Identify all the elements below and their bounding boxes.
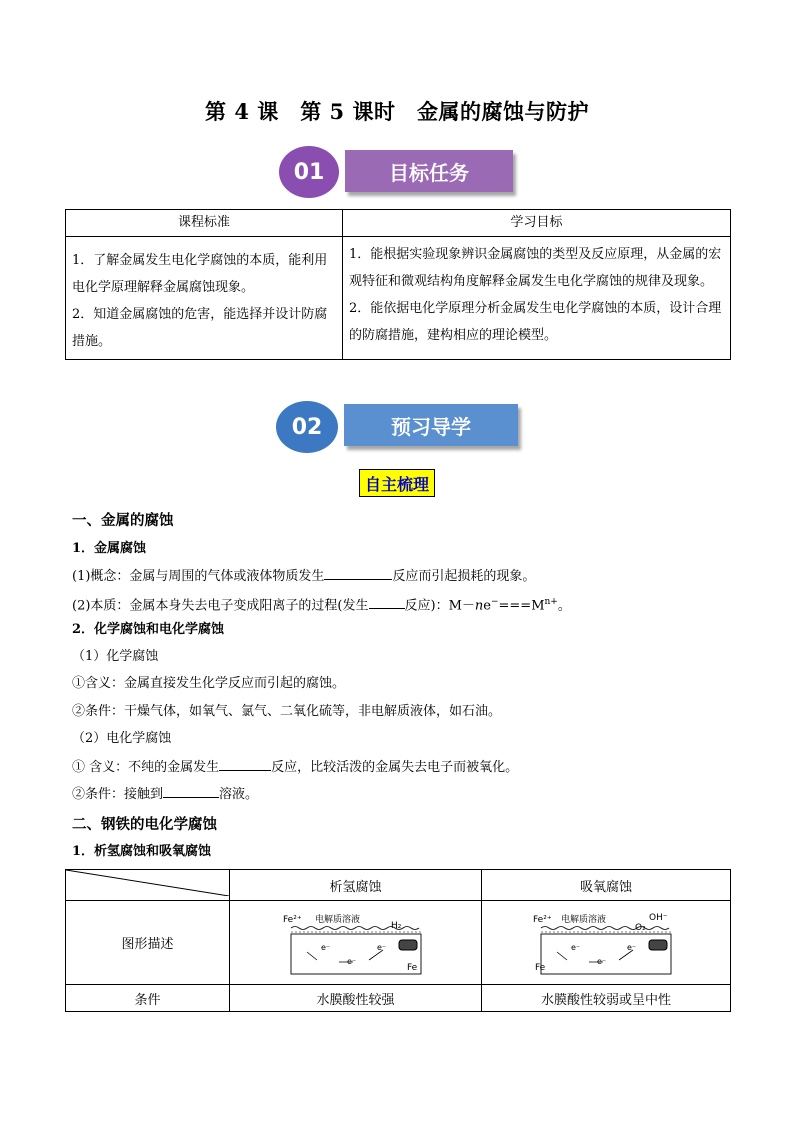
electron-label-3: e⁻: [627, 942, 637, 952]
diagonal-line: [66, 870, 229, 896]
standard-2: 2．知道金属腐蚀的危害，能选择并设计防腐措施。: [72, 307, 328, 349]
carbon-particle: [649, 940, 667, 950]
solution-label: 电解质溶液: [314, 914, 360, 925]
h2-label: H₂: [390, 920, 401, 931]
standards-cell: [66, 237, 343, 360]
subheading-metal-corrosion: 1．金属腐蚀: [72, 541, 147, 556]
electro-meaning: ① 含义：不纯的金属发生 反应，比较活泼的金属失去电子而被氧化。: [72, 757, 518, 777]
fe2-label: Fe²⁺: [282, 914, 302, 925]
heading-steel-corrosion: 二、钢铁的电化学腐蚀: [72, 816, 217, 833]
section-01-label: 目标任务: [389, 160, 469, 185]
hydrogen-condition: 水膜酸性较强: [230, 985, 482, 1012]
chemical-corrosion-heading: （1）化学腐蚀: [72, 649, 159, 664]
o2-label: O₂: [635, 922, 646, 933]
hydrogen-diagram-cell: [230, 901, 482, 985]
oxygen-diagram-cell: [482, 901, 731, 985]
section-02-label: 预习导学: [391, 414, 471, 439]
concept-blank[interactable]: [324, 566, 392, 580]
goal-1: 1．能根据实验现象辨识金属腐蚀的类型及反应原理，从金属的宏观特征和微观结构角度解释金属发生电化学腐蚀的规律及现象。: [349, 247, 722, 289]
subheading-h2-o2-corrosion: 1．析氢腐蚀和吸氧腐蚀: [72, 844, 212, 859]
row-condition-label: 条件: [66, 985, 230, 1012]
chemical-condition: ②条件：干燥气体，如氧气、氯气、二氧化硫等，非电解质液体，如石油。: [72, 704, 502, 719]
chemical-meaning: ①含义：金属直接发生化学反应而引起的腐蚀。: [72, 676, 346, 691]
diagonal-header-cell: [66, 870, 230, 901]
electron-label-3: e⁻: [376, 942, 386, 952]
section-01-banner: [345, 150, 513, 192]
fe2-label: Fe²⁺: [533, 914, 552, 925]
solution-label: 电解质溶液: [561, 914, 607, 925]
carbon-particle: [399, 940, 417, 950]
header-hydrogen: 析氢腐蚀: [230, 870, 482, 901]
header-standards: 课程标准: [66, 210, 343, 237]
electrochemical-heading: （2）电化学腐蚀: [72, 731, 172, 746]
page-title: 第 4 课 第 5 课时 金属的腐蚀与防护: [205, 99, 589, 124]
electron-label-2: e⁻: [597, 956, 607, 966]
section-02-banner: [344, 404, 518, 446]
goal-2: 2．能依据电化学原理分析金属发生电化学腐蚀的本质，设计合理的防腐措施，建构相应的理论模型。: [349, 301, 722, 343]
oxygen-corrosion-diagram: [531, 906, 681, 980]
fe-label: Fe: [535, 962, 546, 973]
electron-label-1: e⁻: [320, 942, 330, 952]
standard-1: 1．了解金属发生电化学腐蚀的本质，能利用电化学原理解释金属腐蚀现象。: [72, 253, 328, 295]
corrosion-table: [65, 869, 731, 1012]
section-01-number: 01: [279, 146, 339, 198]
concept-line: (1)概念：金属与周围的气体或液体物质发生 反应而引起损耗的现象。: [72, 566, 535, 586]
objectives-table: [65, 209, 731, 360]
oxygen-condition: 水膜酸性较弱或呈中性: [482, 985, 731, 1012]
header-oxygen: 吸氧腐蚀: [482, 870, 731, 901]
essence-blank[interactable]: [369, 595, 405, 609]
electro-condition: ②条件：接触到 溶液。: [72, 784, 258, 804]
electron-label-2: e⁻: [346, 956, 356, 966]
electro-condition-blank[interactable]: [163, 784, 219, 798]
fe-label: Fe: [406, 962, 417, 973]
hydrogen-corrosion-diagram: [281, 906, 431, 980]
electron-label-1: e⁻: [571, 942, 581, 952]
oh-label: OH⁻: [649, 912, 668, 923]
self-review-badge: 自主梳理: [359, 469, 435, 497]
essence-line: (2)本质：金属本身失去电子变成阳离子的过程(发生 反应)：$M-ne^-===M^{n+}$。: [72, 597, 571, 614]
row-diagram-label: 图形描述: [66, 901, 230, 985]
heading-metal-corrosion: 一、金属的腐蚀: [72, 512, 174, 529]
subheading-chem-elec: 2．化学腐蚀和电化学腐蚀: [72, 622, 225, 637]
electro-meaning-blank[interactable]: [219, 757, 271, 771]
header-goals: 学习目标: [343, 210, 731, 237]
section-02-number: 02: [276, 401, 338, 453]
goals-cell: [343, 237, 731, 360]
